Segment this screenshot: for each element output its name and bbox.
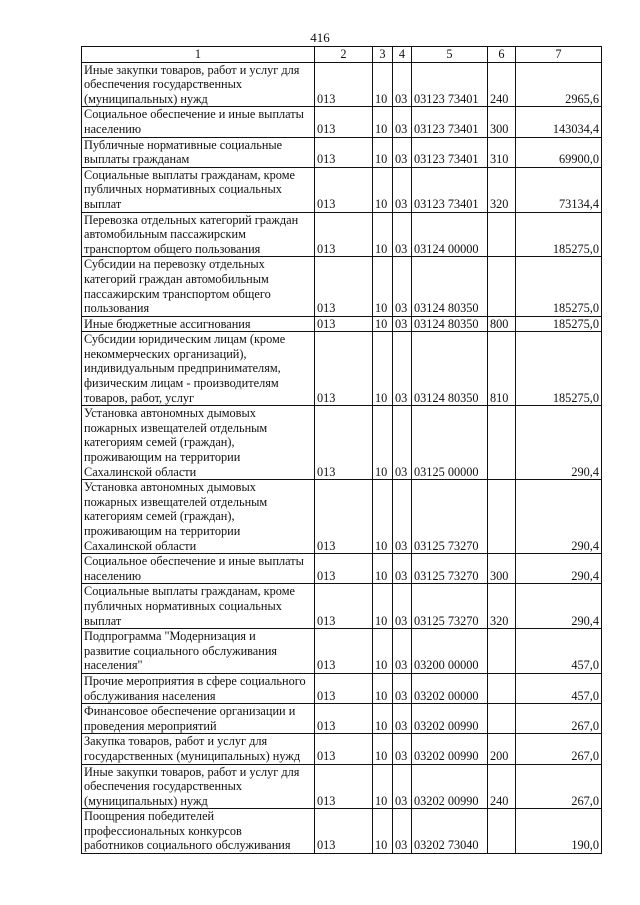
row-amount: 290,4 (516, 554, 602, 584)
row-ministry-code: 013 (315, 734, 373, 764)
table-row (82, 257, 602, 316)
row-subsection-code: 03 (393, 629, 412, 674)
row-section-code: 10 (373, 704, 393, 734)
row-ministry-code: 013 (315, 107, 373, 137)
row-name-text: Социальное обеспечение и иные выплаты населению (84, 554, 304, 583)
row-name-text: Прочие мероприятия в сфере социального обслуживания населения (84, 673, 306, 703)
row-section-code: 10 (373, 554, 393, 584)
row-amount: 185275,0 (516, 257, 602, 316)
row-section-code: 10 (373, 480, 393, 554)
row-subsection-code: 03 (393, 809, 412, 854)
row-target-code: 03202 73040 (412, 809, 488, 854)
row-name-text: Субсидии юридическим лицам (кроме некоммерческих организаций), индивидуальным предпринимателям, физическим лицам - производителям товаров, работ, услуг (84, 332, 286, 405)
row-expense-type: 320 (488, 167, 516, 212)
row-name (82, 137, 315, 167)
row-name (82, 764, 315, 809)
row-ministry-code: 013 (315, 704, 373, 734)
row-ministry-code: 013 (315, 809, 373, 854)
table-row (82, 107, 602, 137)
row-ministry-code: 013 (315, 316, 373, 332)
row-name-text: Иные закупки товаров, работ и услуг для обеспечения государственных (муниципальных) нужд (84, 764, 300, 808)
row-name-text: Финансовое обеспечение организации и проведения мероприятий (84, 704, 296, 733)
row-expense-type: 300 (488, 554, 516, 584)
row-name-text: Социальное обеспечение и иные выплаты населению (84, 107, 304, 136)
table-row (82, 554, 602, 584)
row-name (82, 673, 315, 703)
header-col-7: 7 (516, 47, 602, 63)
row-expense-type: 300 (488, 107, 516, 137)
row-target-code: 03124 80350 (412, 257, 488, 316)
table-row (82, 704, 602, 734)
row-subsection-code: 03 (393, 257, 412, 316)
row-subsection-code: 03 (393, 734, 412, 764)
row-name (82, 734, 315, 764)
row-amount: 457,0 (516, 629, 602, 674)
table-row (82, 316, 602, 332)
row-section-code: 10 (373, 212, 393, 257)
table-row (82, 629, 602, 674)
row-ministry-code: 013 (315, 764, 373, 809)
row-section-code: 10 (373, 809, 393, 854)
row-target-code: 03200 00000 (412, 629, 488, 674)
row-expense-type: 800 (488, 316, 516, 332)
row-subsection-code: 03 (393, 406, 412, 480)
row-target-code: 03202 00990 (412, 704, 488, 734)
row-ministry-code: 013 (315, 554, 373, 584)
row-ministry-code: 013 (315, 673, 373, 703)
row-amount: 267,0 (516, 734, 602, 764)
row-section-code: 10 (373, 316, 393, 332)
row-name (82, 257, 315, 316)
row-amount: 267,0 (516, 704, 602, 734)
header-col-4: 4 (393, 47, 412, 63)
row-section-code: 10 (373, 62, 393, 107)
row-target-code: 03125 73270 (412, 480, 488, 554)
row-target-code: 03123 73401 (412, 107, 488, 137)
row-name (82, 62, 315, 107)
row-amount: 290,4 (516, 584, 602, 629)
header-col-2: 2 (315, 47, 373, 63)
row-amount: 2965,6 (516, 62, 602, 107)
table-row (82, 809, 602, 854)
row-name (82, 809, 315, 854)
row-expense-type: 200 (488, 734, 516, 764)
row-subsection-code: 03 (393, 137, 412, 167)
row-amount: 143034,4 (516, 107, 602, 137)
row-name-text: Публичные нормативные социальные выплаты гражданам (84, 137, 283, 167)
row-name-text: Установка автономных дымовых пожарных извещателей отдельным категориям семей (граждан), проживающим на территории Сахалинской области (84, 480, 268, 553)
row-amount: 73134,4 (516, 167, 602, 212)
row-subsection-code: 03 (393, 480, 412, 554)
table-row (82, 62, 602, 107)
row-target-code: 03202 00990 (412, 734, 488, 764)
row-ministry-code: 013 (315, 62, 373, 107)
row-name (82, 212, 315, 257)
row-subsection-code: 03 (393, 704, 412, 734)
row-amount: 185275,0 (516, 332, 602, 406)
row-amount: 267,0 (516, 764, 602, 809)
header-col-6: 6 (488, 47, 516, 63)
row-subsection-code: 03 (393, 764, 412, 809)
row-amount: 185275,0 (516, 212, 602, 257)
row-section-code: 10 (373, 629, 393, 674)
row-ministry-code: 013 (315, 257, 373, 316)
row-subsection-code: 03 (393, 212, 412, 257)
row-expense-type (488, 629, 516, 674)
row-section-code: 10 (373, 673, 393, 703)
row-name-text: Иные закупки товаров, работ и услуг для обеспечения государственных (муниципальных) нужд (84, 62, 300, 106)
table-row (82, 584, 602, 629)
row-target-code: 03124 80350 (412, 332, 488, 406)
row-target-code: 03202 00000 (412, 673, 488, 703)
row-name (82, 316, 315, 332)
row-ministry-code: 013 (315, 584, 373, 629)
row-subsection-code: 03 (393, 167, 412, 212)
row-section-code: 10 (373, 734, 393, 764)
row-name (82, 704, 315, 734)
row-expense-type (488, 809, 516, 854)
row-section-code: 10 (373, 107, 393, 137)
table-row (82, 332, 602, 406)
row-section-code: 10 (373, 257, 393, 316)
row-expense-type: 240 (488, 62, 516, 107)
row-expense-type (488, 673, 516, 703)
row-name-text: Поощрения победителей профессиональных конкурсов работников социального обслуживания (84, 809, 291, 853)
row-ministry-code: 013 (315, 406, 373, 480)
row-ministry-code: 013 (315, 212, 373, 257)
header-col-1: 1 (82, 47, 315, 63)
row-amount: 190,0 (516, 809, 602, 854)
header-col-5: 5 (412, 47, 488, 63)
row-name-text: Установка автономных дымовых пожарных извещателей отдельным категориям семей (граждан), проживающим на территории Сахалинской области (84, 406, 268, 479)
row-section-code: 10 (373, 137, 393, 167)
row-subsection-code: 03 (393, 584, 412, 629)
header-col-3: 3 (373, 47, 393, 63)
budget-table (81, 46, 602, 854)
row-name (82, 332, 315, 406)
row-name-text: Социальные выплаты гражданам, кроме публичных нормативных социальных выплат (84, 584, 295, 628)
row-ministry-code: 013 (315, 167, 373, 212)
row-name-text: Подпрограмма "Модернизация и развитие социального обслуживания населения" (84, 629, 278, 673)
table-row (82, 480, 602, 554)
row-expense-type: 310 (488, 137, 516, 167)
row-subsection-code: 03 (393, 62, 412, 107)
row-name-text: Иные бюджетные ассигнования (84, 316, 251, 331)
row-name (82, 629, 315, 674)
row-expense-type: 810 (488, 332, 516, 406)
row-ministry-code: 013 (315, 480, 373, 554)
row-name-text: Субсидии на перевозку отдельных категорий граждан автомобильным пассажирским транспортом общего пользования (84, 257, 271, 316)
row-target-code: 03123 73401 (412, 137, 488, 167)
row-target-code: 03124 00000 (412, 212, 488, 257)
row-target-code: 03125 73270 (412, 584, 488, 629)
row-amount: 69900,0 (516, 137, 602, 167)
row-target-code: 03202 00990 (412, 764, 488, 809)
row-target-code: 03123 73401 (412, 167, 488, 212)
row-name-text: Перевозка отдельных категорий граждан автомобильным пассажирским транспортом общего пользования (84, 212, 299, 256)
row-section-code: 10 (373, 764, 393, 809)
table-row (82, 137, 602, 167)
row-ministry-code: 013 (315, 332, 373, 406)
row-expense-type (488, 480, 516, 554)
table-row (82, 734, 602, 764)
row-name (82, 167, 315, 212)
row-name (82, 584, 315, 629)
row-expense-type (488, 406, 516, 480)
row-amount: 290,4 (516, 406, 602, 480)
row-expense-type: 320 (488, 584, 516, 629)
row-target-code: 03124 80350 (412, 316, 488, 332)
row-subsection-code: 03 (393, 107, 412, 137)
table-row (82, 406, 602, 480)
row-amount: 290,4 (516, 480, 602, 554)
row-section-code: 10 (373, 584, 393, 629)
table-row (82, 764, 602, 809)
table-row (82, 673, 602, 703)
row-name (82, 554, 315, 584)
row-name (82, 406, 315, 480)
row-amount: 457,0 (516, 673, 602, 703)
row-name (82, 107, 315, 137)
row-name-text: Социальные выплаты гражданам, кроме публичных нормативных социальных выплат (84, 167, 295, 211)
row-subsection-code: 03 (393, 554, 412, 584)
table-row (82, 212, 602, 257)
row-expense-type: 240 (488, 764, 516, 809)
row-section-code: 10 (373, 406, 393, 480)
row-section-code: 10 (373, 332, 393, 406)
header-row (82, 47, 602, 63)
row-name (82, 480, 315, 554)
row-section-code: 10 (373, 167, 393, 212)
row-ministry-code: 013 (315, 137, 373, 167)
table-row (82, 167, 602, 212)
row-expense-type (488, 257, 516, 316)
row-subsection-code: 03 (393, 673, 412, 703)
page-number: 416 (310, 30, 330, 45)
row-amount: 185275,0 (516, 316, 602, 332)
row-target-code: 03125 73270 (412, 554, 488, 584)
row-subsection-code: 03 (393, 332, 412, 406)
row-name-text: Закупка товаров, работ и услуг для государственных (муниципальных) нужд (84, 734, 301, 763)
row-target-code: 03123 73401 (412, 62, 488, 107)
row-target-code: 03125 00000 (412, 406, 488, 480)
row-ministry-code: 013 (315, 629, 373, 674)
row-expense-type (488, 212, 516, 257)
row-expense-type (488, 704, 516, 734)
row-subsection-code: 03 (393, 316, 412, 332)
